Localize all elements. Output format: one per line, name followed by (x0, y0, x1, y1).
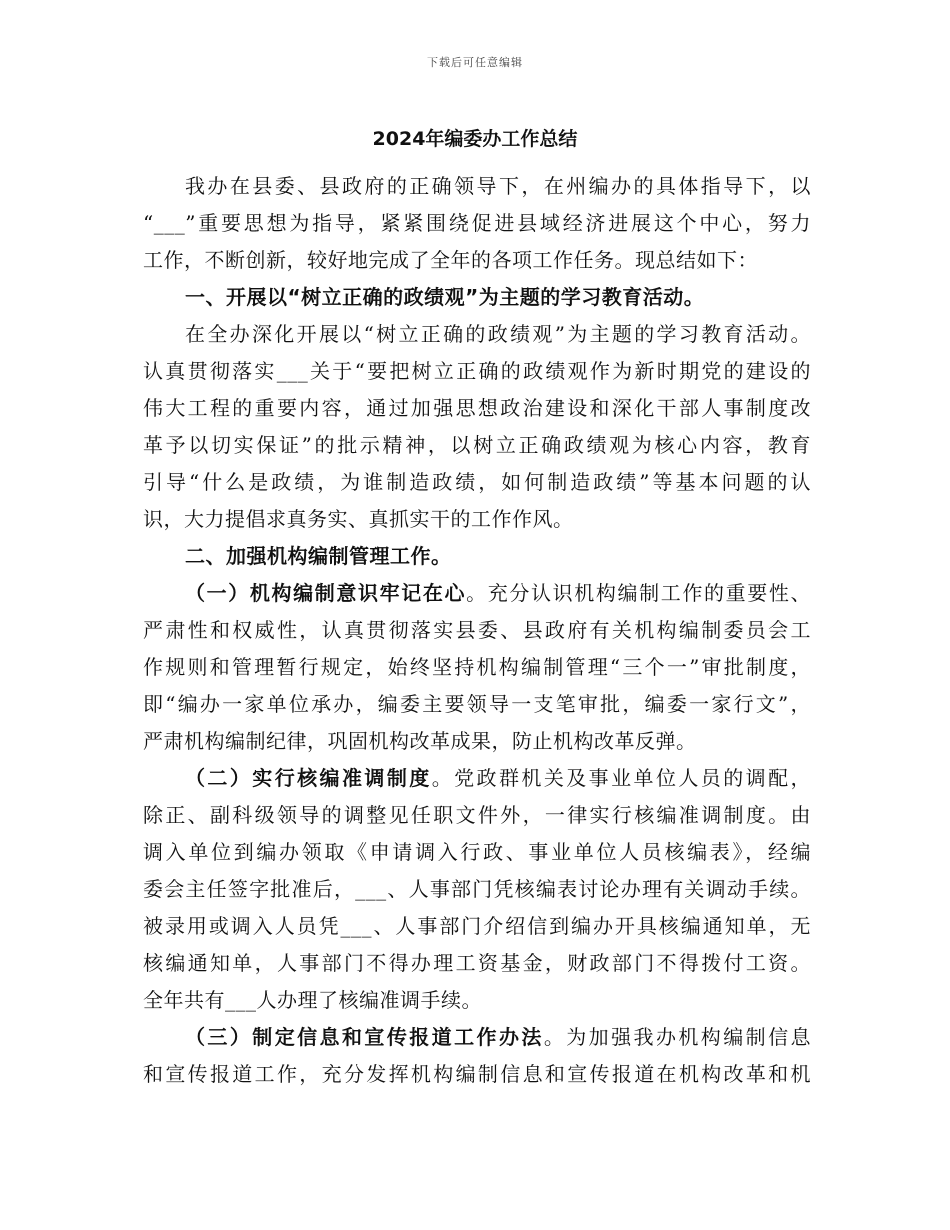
text-line: 识，大力提倡求真务实、真抓实干的工作作风。 (143, 507, 574, 531)
text-line: 作规则和管理暂行规定，始终坚持机构编制管理“三个一”审批制度， (143, 655, 811, 679)
text-run: 。为加强我办机构编制信息 (543, 1025, 811, 1049)
text-line (143, 1019, 811, 1056)
section-heading-2: 二、加强机构编制管理工作。 (185, 544, 452, 568)
header-note: 下载后可任意编辑 (427, 56, 523, 69)
text-line: 革予以切实保证”的批示精神，以树立正确政绩观为核心内容，教育 (143, 433, 811, 457)
text-line: 认真贯彻落实___关于“要把树立正确的政绩观作为新时期党的建设的 (143, 359, 811, 383)
subsection-lead: （三）制定信息和宣传报道工作办法 (185, 1025, 544, 1049)
subsection-lead: （二）实行核编准调制度 (185, 766, 432, 790)
text-line: 和宣传报道工作，充分发挥机构编制信息和宣传报道在机构改革和机 (143, 1062, 811, 1086)
subsection-3 (143, 1019, 811, 1093)
page-title: 2024年编委办工作总结 (372, 128, 578, 150)
text-line: 严肃机构编制纪律，巩固机构改革成果，防止机构改革反弹。 (143, 729, 697, 753)
text-line: 引导“什么是政绩，为谁制造政绩，如何制造政绩”等基本问题的认 (143, 470, 811, 494)
text-line: 全年共有___人办理了核编准调手续。 (143, 988, 482, 1012)
text-line (143, 760, 811, 797)
text-line: 在全办深化开展以“树立正确的政绩观”为主题的学习教育活动。 (185, 322, 811, 346)
text-line: 除正、副科级领导的调整见任职文件外，一律实行核编准调制度。由 (143, 803, 811, 827)
text-line: 严肃性和权威性，认真贯彻落实县委、县政府有关机构编制委员会工 (143, 618, 811, 642)
text-line: 伟大工程的重要内容，通过加强思想政治建设和深化干部人事制度改 (143, 396, 811, 420)
section-heading-1: 一、开展以“树立正确的政绩观”为主题的学习教育活动。 (185, 285, 705, 309)
subsection-lead: （一）机构编制意识牢记在心 (185, 581, 467, 605)
text-line: 工作，不断创新，较好地完成了全年的各项工作任务。现总结如下： (143, 248, 758, 272)
text-line: 被录用或调入人员凭___、人事部门介绍信到编办开具核编通知单，无 (143, 914, 811, 938)
document-body (143, 168, 811, 1093)
paragraph-study (143, 316, 811, 538)
text-line: 委会主任签字批准后，___、人事部门凭核编表讨论办理有关调动手续。 (143, 877, 811, 901)
subsection-1 (143, 575, 811, 760)
text-line (143, 575, 811, 612)
text-line: 我办在县委、县政府的正确领导下，在州编办的具体指导下，以 (185, 174, 811, 198)
text-line: 核编通知单，人事部门不得办理工资基金，财政部门不得拨付工资。 (143, 951, 811, 975)
text-run: 。党政群机关及事业单位人员的调配， (431, 766, 811, 790)
text-line: 即“编办一家单位承办，编委主要领导一支笔审批，编委一家行文”， (143, 692, 811, 716)
text-line: “___”重要思想为指导，紧紧围绕促进县域经济进展这个中心，努力 (143, 211, 811, 235)
text-run: 。充分认识机构编制工作的重要性、 (466, 581, 811, 605)
subsection-2 (143, 760, 811, 1019)
paragraph-intro (143, 168, 811, 279)
text-line: 调入单位到编办领取《申请调入行政、事业单位人员核编表》，经编 (143, 840, 811, 864)
